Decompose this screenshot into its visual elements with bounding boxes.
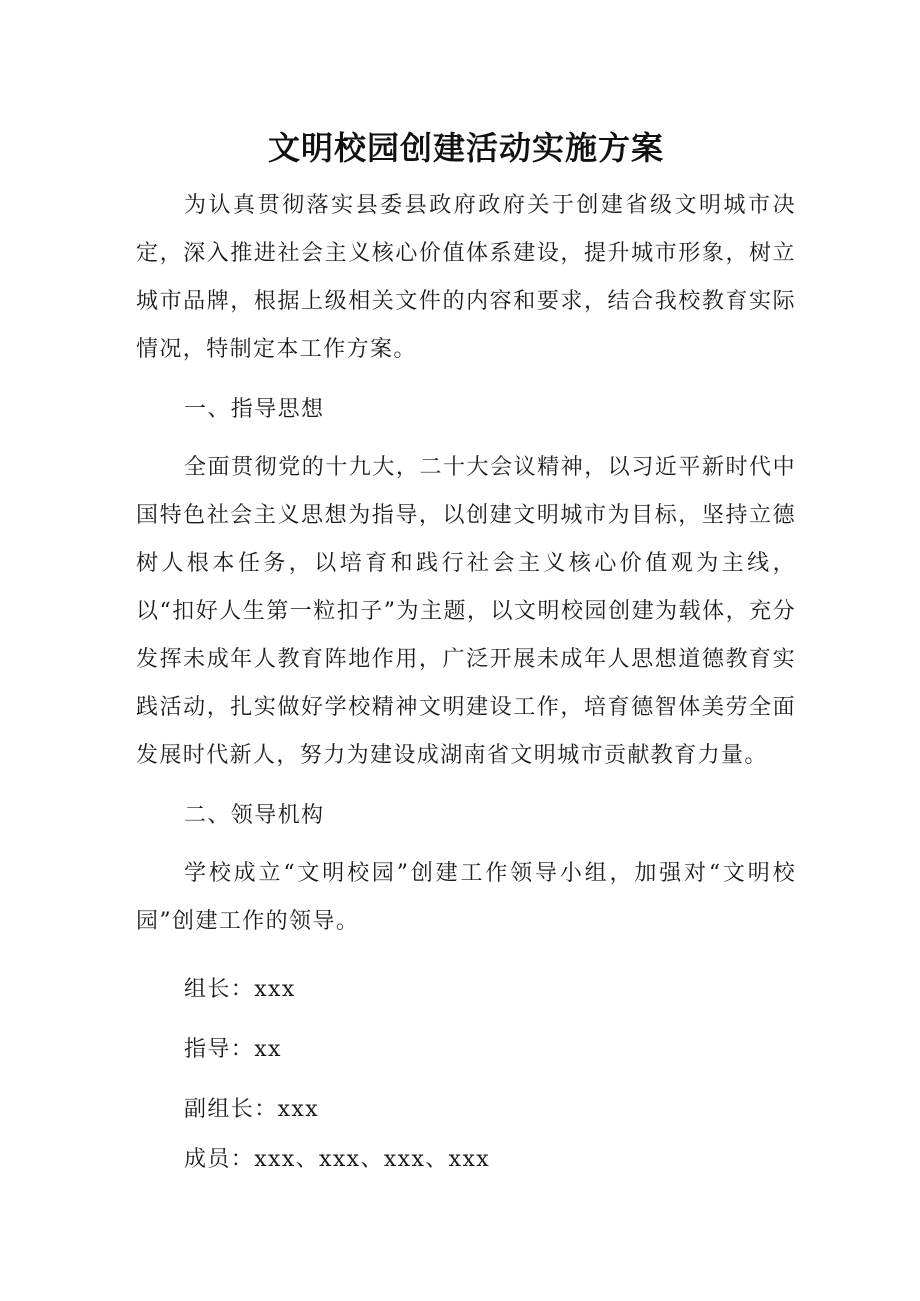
document-page (136, 126, 796, 1184)
intro-paragraph: 为认真贯彻落实县委县政府政府关于创建省级文明城市决定，深入推进社会主义核心价值体系建设，提升城市形象，树立城市品牌，根据上级相关文件的内容和要求，结合我校教育实际情况，特制定本工作方案。 (136, 193, 796, 362)
section2-body: 学校成立“文明校园”创建工作领导小组，加强对“文明校园”创建工作的领导。 (136, 861, 796, 934)
section1-heading: 一、指导思想 (184, 397, 325, 422)
document-title: 文明校园创建活动实施方案 (267, 129, 664, 167)
section1-body: 全面贯彻党的十九大，二十大会议精神，以习近平新时代中国特色社会主义思想为指导，以创建文明城市为目标，坚持立德树人根本任务，以培育和践行社会主义核心价值观为主线，以“扣好人生第一粒扣子”为主题，以文明校园创建为载体，充分发挥未成年人教育阵地作用，广泛开展未成年人思想道德教育实践活动，扎实做好学校精神文明建设工作，培育德智体美劳全面发展时代新人，努力为建设成湖南省文明城市贡献教育力量。 (136, 455, 796, 768)
member-list: 成员：xxx、xxx、xxx、xxx (184, 1147, 491, 1172)
member-deputy-leader: 副组长：xxx (184, 1097, 320, 1122)
member-advisor: 指导：xx (184, 1037, 282, 1062)
member-leader: 组长：xxx (184, 977, 296, 1002)
section2-heading: 二、领导机构 (184, 803, 325, 828)
